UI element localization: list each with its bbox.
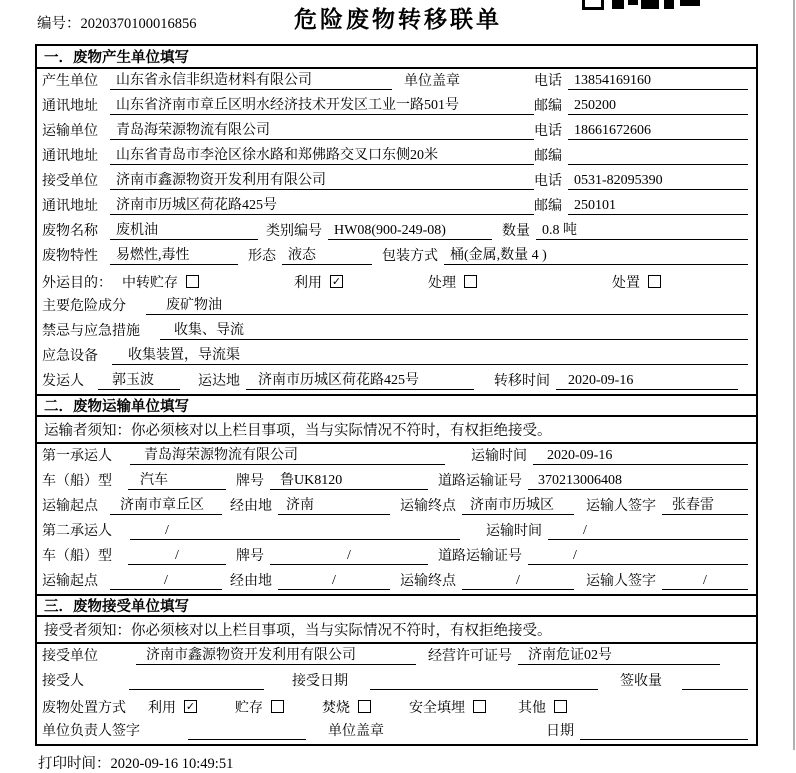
qr-code-fragment (582, 0, 700, 10)
responsible-signature-label: 单位负责人签字 (42, 724, 140, 739)
transfer-purpose-label: 外运目的： (42, 275, 112, 291)
second-via-value: / (278, 573, 390, 590)
second-origin-value: / (110, 573, 222, 590)
waste-characteristics-value: 易燃性,毒性 (110, 244, 238, 265)
checkbox-unchecked (473, 700, 486, 713)
disposal-method-label: 废物处置方式 (42, 700, 126, 716)
carrier-signature-label: 运输人签字 (586, 574, 656, 589)
purpose-transit-storage-option (122, 272, 199, 292)
destination-label: 运达地 (198, 374, 240, 389)
postcode-label: 邮编 (534, 99, 562, 114)
option-label: 焚烧 (322, 700, 350, 716)
emergency-measures-label: 禁忌与应急措施 (42, 324, 140, 339)
transfer-date-value: 2020-09-16 (556, 373, 738, 390)
producer-address-row (37, 94, 756, 119)
disposal-landfill-option (409, 697, 486, 717)
checkbox-unchecked (271, 700, 284, 713)
option-label: 处置 (612, 275, 640, 291)
receive-date-value (370, 673, 598, 690)
phone-label: 电话 (534, 74, 562, 89)
first-carrier-value: 青岛海荣源物流有限公司 (130, 444, 445, 465)
license-number-label: 经营许可证号 (428, 649, 512, 664)
purpose-treat-option (428, 272, 477, 292)
checkbox-unchecked (554, 700, 567, 713)
receiver-person-value (129, 673, 264, 690)
consignor-label: 发运人 (42, 374, 84, 389)
transport-route-row (37, 494, 756, 519)
vehicle-type-label: 车（船）型 (42, 474, 112, 489)
phone-label: 电话 (534, 124, 562, 139)
disposal-storage-option (235, 697, 284, 717)
transporter-unit-value: 青岛海荣源物流有限公司 (110, 119, 534, 140)
transfer-purpose-row (37, 269, 756, 294)
second-carrier-label: 第二承运人 (42, 524, 112, 539)
category-code-label: 类别编号 (266, 224, 322, 239)
checkbox-unchecked (464, 275, 477, 288)
waste-name-row (37, 219, 756, 244)
transporter-unit-row (37, 119, 756, 144)
document-number-label: 编号： (37, 16, 81, 32)
road-transport-cert-label: 道路运输证号 (438, 549, 522, 564)
option-label: 贮存 (235, 700, 263, 716)
receiver-notice: 接受者须知：你必须核对以上栏目事项，当与实际情况不符时，有权拒绝接受。 (37, 617, 756, 644)
via-label: 经由地 (230, 574, 272, 589)
form-state-value: 液态 (282, 244, 372, 265)
option-label: 安全填埋 (409, 700, 465, 716)
option-label: 中转贮存 (122, 275, 178, 291)
address-label: 通讯地址 (42, 99, 98, 114)
first-carrier-row (37, 444, 756, 469)
producer-unit-row (37, 69, 756, 94)
receiver-person-label: 接受人 (42, 674, 84, 689)
emergency-equipment-label: 应急设备 (42, 349, 98, 364)
receiver-person-row (37, 669, 756, 694)
postcode-label: 邮编 (534, 199, 562, 214)
section-1-header: 一．废物产生单位填写 (37, 46, 756, 69)
second-carrier-value: / (130, 523, 460, 540)
emergency-measures-value: 收集、导流 (160, 319, 748, 340)
document-header (0, 0, 796, 44)
second-carrier-row (37, 519, 756, 544)
hazardous-component-row (37, 294, 756, 319)
second-transport-date-value: / (548, 523, 748, 540)
responsible-signature-row (37, 719, 756, 744)
checkbox-unchecked (648, 275, 661, 288)
receiver-address-value: 济南市历城区荷花路425号 (110, 194, 534, 215)
transporter-unit-label: 运输单位 (42, 124, 98, 139)
via-value: 济南 (278, 494, 390, 515)
vehicle-type-value: 汽车 (128, 469, 226, 490)
hazardous-component-label: 主要危险成分 (42, 299, 126, 314)
form-table (35, 44, 758, 746)
option-label: 处理 (428, 275, 456, 291)
receive-unit-label: 接受单位 (42, 649, 98, 664)
form-state-label: 形态 (248, 249, 276, 264)
producer-unit-value: 山东省永信非织造材料有限公司 (110, 69, 392, 90)
receiver-unit-value: 济南市鑫源物资开发利用有限公司 (110, 169, 534, 190)
receiver-postcode-value: 250101 (568, 198, 748, 215)
option-label: 利用 (294, 275, 322, 291)
date-value (580, 723, 748, 740)
receiver-unit-row (37, 169, 756, 194)
emergency-equipment-row (37, 344, 756, 369)
carrier-signature-label: 运输人签字 (586, 499, 656, 514)
address-label: 通讯地址 (42, 149, 98, 164)
first-carrier-label: 第一承运人 (42, 449, 112, 464)
consignor-row (37, 369, 756, 394)
checkbox-unchecked (358, 700, 371, 713)
terminal-label: 运输终点 (400, 499, 456, 514)
producer-address-value: 山东省济南市章丘区明水经济技术开发区工业一路501号 (110, 94, 534, 115)
transporter-notice: 运输者须知：你必须核对以上栏目事项，当与实际情况不符时，有权拒绝接受。 (37, 417, 756, 444)
transport-date-value: 2020-09-16 (533, 448, 748, 465)
transfer-date-label: 转移时间 (494, 374, 550, 389)
option-label: 利用 (148, 700, 176, 716)
purpose-utilize-option (294, 272, 343, 292)
second-road-transport-cert-value: / (528, 548, 748, 565)
unit-seal-label: 单位盖章 (404, 74, 460, 89)
disposal-utilize-option (148, 697, 197, 717)
packing-method-label: 包装方式 (382, 249, 438, 264)
via-label: 经由地 (230, 499, 272, 514)
plate-number-label: 牌号 (236, 474, 264, 489)
origin-value: 济南市章丘区 (110, 494, 222, 515)
quantity-label: 数量 (502, 224, 530, 239)
receiver-unit-label: 接受单位 (42, 174, 98, 189)
license-number-value: 济南危证02号 (518, 644, 720, 665)
plate-number-value: 鲁UK8120 (270, 469, 428, 490)
packing-method-value: 桶(金属,数量 4 ) (444, 244, 748, 265)
transporter-address-value: 山东省青岛市李沧区徐水路和郑佛路交叉口东侧20米 (110, 144, 534, 165)
phone-label: 电话 (534, 174, 562, 189)
page-edge-line (793, 0, 795, 750)
transporter-phone-value: 18661672606 (568, 123, 748, 140)
print-time-label: 打印时间： (38, 756, 111, 772)
plate-number-label: 牌号 (236, 549, 264, 564)
disposal-other-option (518, 697, 567, 717)
hazardous-component-value: 废矿物油 (146, 294, 748, 315)
origin-label: 运输起点 (42, 499, 98, 514)
transporter-address-row (37, 144, 756, 169)
second-vehicle-type-row (37, 544, 756, 569)
receive-date-label: 接受日期 (292, 674, 348, 689)
producer-postcode-value: 250200 (568, 98, 748, 115)
terminal-label: 运输终点 (400, 574, 456, 589)
purpose-dispose-option (612, 272, 661, 292)
document-number-value: 2020370100016856 (80, 16, 197, 32)
receiver-phone-value: 0531-82095390 (568, 173, 748, 190)
responsible-signature-value (188, 723, 306, 740)
unit-seal-label: 单位盖章 (328, 724, 384, 739)
date-label: 日期 (546, 724, 574, 739)
page-title: 危险废物转移联单 (294, 6, 502, 32)
producer-unit-label: 产生单位 (42, 74, 98, 89)
print-time-value: 2020-09-16 10:49:51 (110, 756, 234, 772)
category-code-value: HW08(900-249-08) (328, 223, 492, 240)
checkbox-checked: ✓ (185, 700, 196, 713)
disposal-incinerate-option (322, 697, 371, 717)
second-terminal-value: / (462, 573, 574, 590)
road-transport-cert-value: 370213006408 (528, 473, 748, 490)
receive-unit-row (37, 644, 756, 669)
transport-date-label: 运输时间 (471, 449, 527, 464)
transporter-postcode-value (568, 148, 748, 165)
address-label: 通讯地址 (42, 199, 98, 214)
road-transport-cert-label: 道路运输证号 (438, 474, 522, 489)
quantity-value: 0.8 吨 (536, 219, 748, 240)
receiver-address-row (37, 194, 756, 219)
received-quantity-label: 签收量 (620, 674, 662, 689)
section-2-header: 二．废物运输单位填写 (37, 394, 756, 417)
waste-characteristics-row (37, 244, 756, 269)
second-vehicle-type-value: / (128, 548, 226, 565)
waste-name-value: 废机油 (110, 219, 258, 240)
carrier-signature-value: 张春雷 (662, 494, 748, 515)
destination-value: 济南市历城区荷花路425号 (246, 369, 474, 390)
waste-name-label: 废物名称 (42, 224, 98, 239)
section-3-header: 三．废物接受单位填写 (37, 594, 756, 617)
option-label: 其他 (518, 700, 546, 716)
waste-characteristics-label: 废物特性 (42, 249, 98, 264)
origin-label: 运输起点 (42, 574, 98, 589)
consignor-value: 郭玉波 (98, 369, 180, 390)
second-plate-number-value: / (270, 548, 428, 565)
checkbox-unchecked (186, 275, 199, 288)
postcode-label: 邮编 (534, 149, 562, 164)
vehicle-type-label: 车（船）型 (42, 549, 112, 564)
second-transport-route-row (37, 569, 756, 594)
producer-phone-value: 13854169160 (568, 73, 748, 90)
received-quantity-value (682, 673, 748, 690)
print-time (38, 752, 796, 773)
second-carrier-signature-value: / (662, 573, 748, 590)
transport-date-label: 运输时间 (486, 524, 542, 539)
vehicle-type-row (37, 469, 756, 494)
checkbox-checked: ✓ (331, 275, 342, 288)
terminal-value: 济南市历城区 (462, 494, 574, 515)
disposal-method-row (37, 694, 756, 719)
emergency-equipment-value: 收集装置，导流渠 (112, 344, 748, 365)
receive-unit-value: 济南市鑫源物资开发利用有限公司 (136, 644, 416, 665)
emergency-measures-row (37, 319, 756, 344)
